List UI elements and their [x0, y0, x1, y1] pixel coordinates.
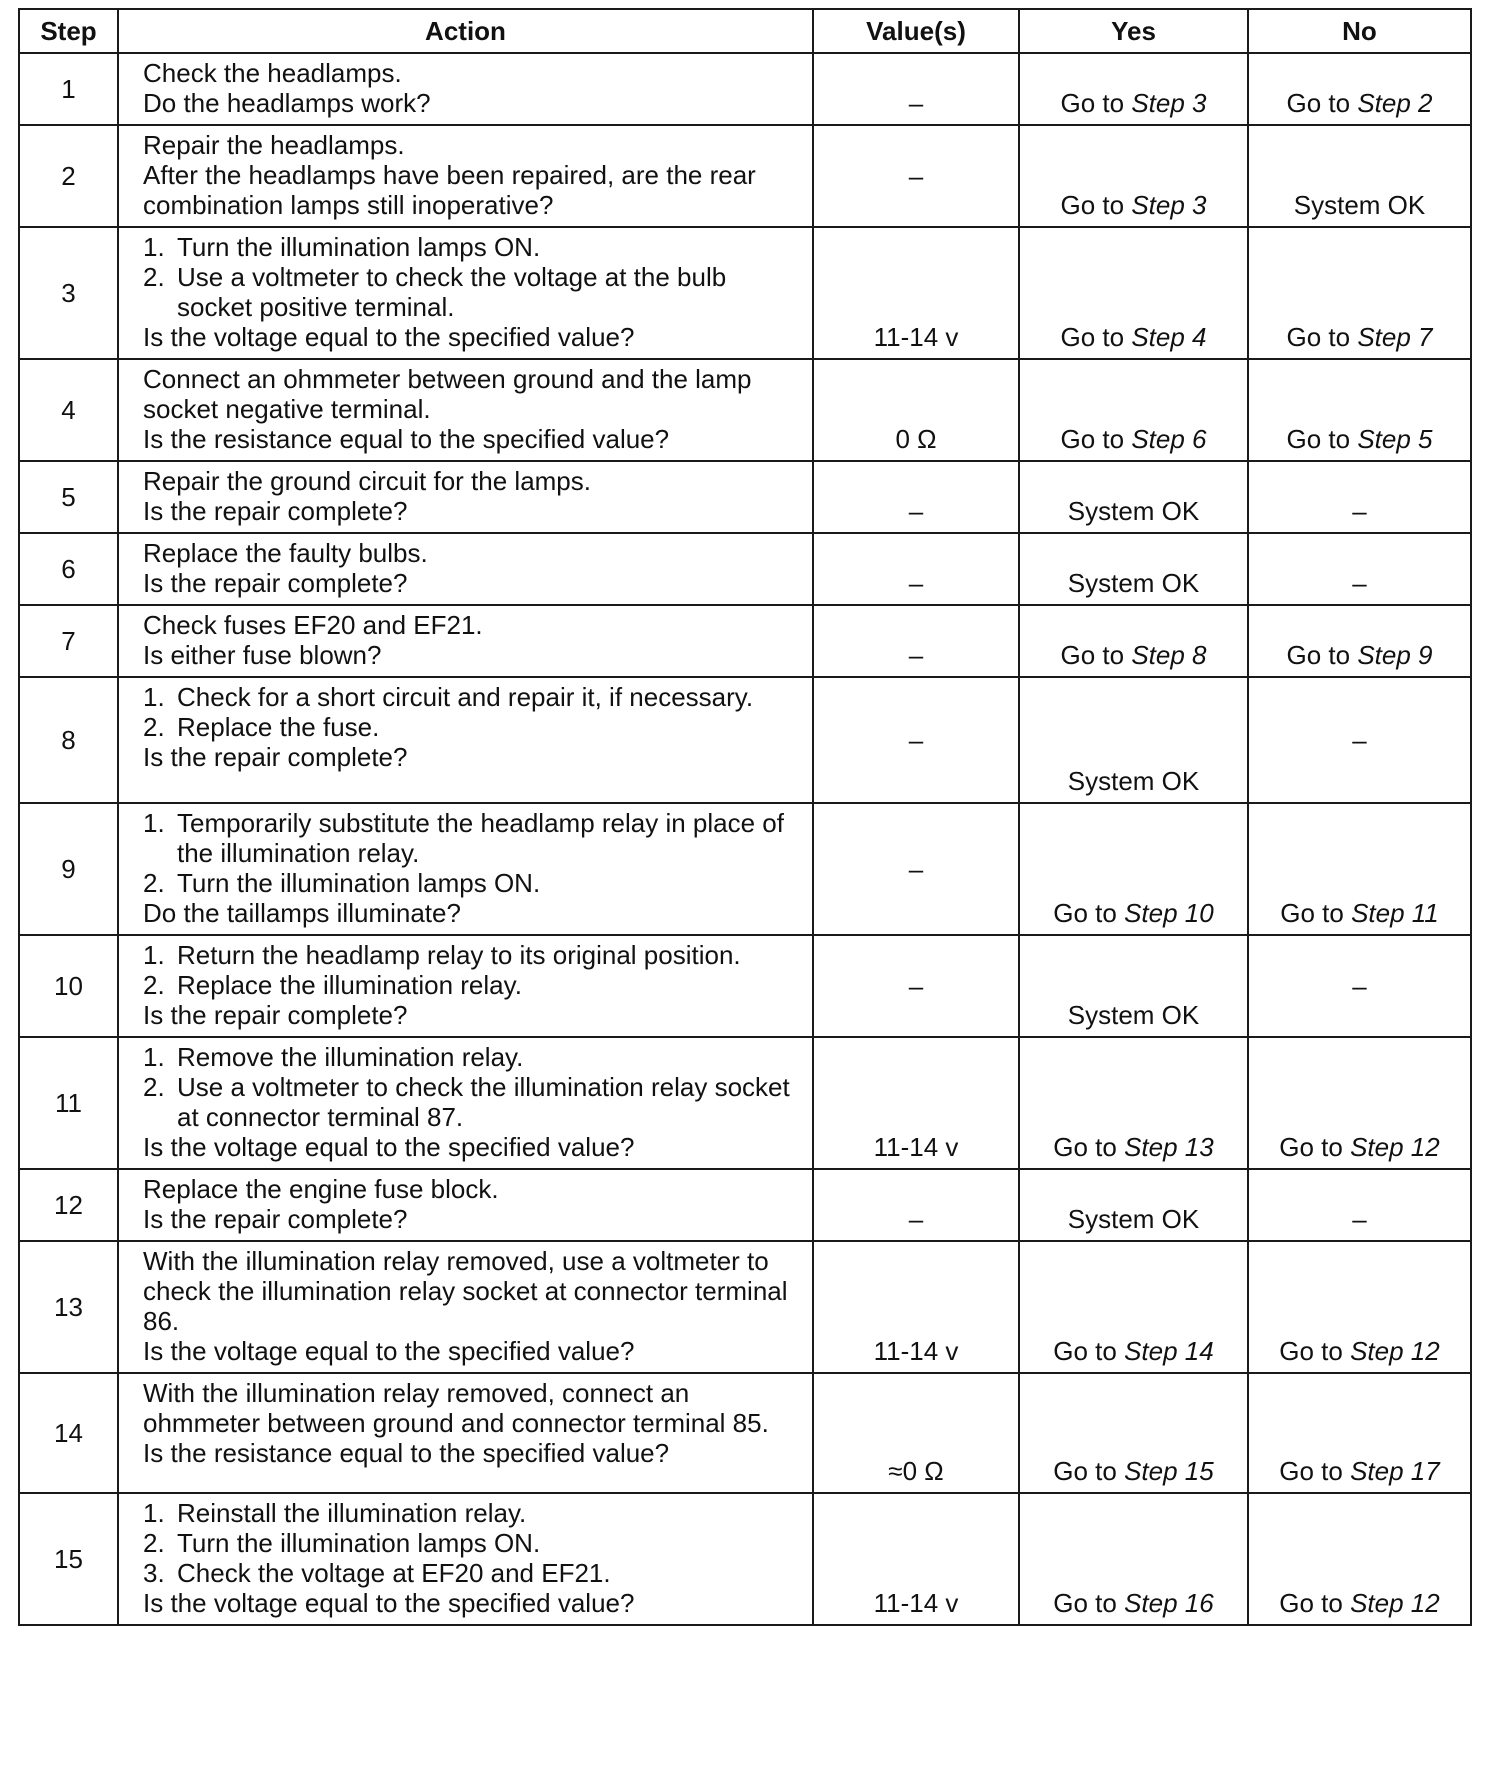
- action-line: With the illumination relay removed, connect an ohmmeter between ground and connector terminal 85.: [143, 1378, 769, 1438]
- no-cell: [1248, 125, 1471, 227]
- action-list-item: [143, 1558, 796, 1588]
- action-cell: [118, 803, 813, 935]
- action-cell: [118, 533, 813, 605]
- action-cell: [118, 677, 813, 803]
- yes-cell: [1019, 359, 1248, 461]
- action-cell: [118, 53, 813, 125]
- yes-text: Go to: [1053, 1336, 1125, 1366]
- action-line: Is the voltage equal to the specified value?: [143, 1588, 635, 1618]
- action-line: Is the voltage equal to the specified value?: [143, 1336, 635, 1366]
- table-row: [19, 803, 1471, 935]
- yes-step-ref: Step 10: [1124, 898, 1214, 928]
- action-cell: [118, 1241, 813, 1373]
- yes-text: Go to: [1053, 1132, 1125, 1162]
- action-list-item: [143, 1042, 796, 1072]
- table-row: [19, 125, 1471, 227]
- no-cell: [1248, 1493, 1471, 1625]
- header-value: Value(s): [813, 9, 1019, 53]
- no-cell: [1248, 461, 1471, 533]
- header-step: Step: [19, 9, 118, 53]
- action-item-text: Turn the illumination lamps ON.: [177, 232, 541, 262]
- yes-text: Go to: [1060, 322, 1132, 352]
- step-number: 14: [19, 1373, 118, 1493]
- step-number: 3: [19, 227, 118, 359]
- action-item-number: 2.: [143, 712, 165, 742]
- table-row: [19, 461, 1471, 533]
- diagnostic-table: [18, 8, 1472, 1626]
- no-text: Go to: [1279, 1336, 1351, 1366]
- action-line: With the illumination relay removed, use a voltmeter to check the illumination relay socket at connector terminal 86.: [143, 1246, 788, 1336]
- no-text: Go to: [1286, 424, 1358, 454]
- yes-step-ref: Step 13: [1124, 1132, 1214, 1162]
- yes-cell: [1019, 605, 1248, 677]
- value-cell: 0 Ω: [813, 359, 1019, 461]
- no-text: Go to: [1286, 88, 1358, 118]
- no-cell: [1248, 53, 1471, 125]
- yes-step-ref: Step 6: [1131, 424, 1207, 454]
- action-list-item: [143, 1498, 796, 1528]
- no-text: Go to: [1279, 1132, 1351, 1162]
- no-step-ref: Step 12: [1350, 1588, 1440, 1618]
- table-row: [19, 1373, 1471, 1493]
- no-text: Go to: [1280, 898, 1352, 928]
- header-action: Action: [118, 9, 813, 53]
- no-cell: [1248, 605, 1471, 677]
- no-step-ref: Step 12: [1350, 1336, 1440, 1366]
- step-number: 11: [19, 1037, 118, 1169]
- action-list-item: [143, 262, 796, 322]
- no-cell: [1248, 935, 1471, 1037]
- no-cell: [1248, 1037, 1471, 1169]
- action-item-text: Check for a short circuit and repair it, if necessary.: [177, 682, 754, 712]
- header-row: [19, 9, 1471, 53]
- yes-cell: [1019, 533, 1248, 605]
- step-number: 13: [19, 1241, 118, 1373]
- yes-text: Go to: [1053, 1456, 1125, 1486]
- action-line: Check the headlamps.: [143, 58, 402, 88]
- table-row: [19, 1493, 1471, 1625]
- action-line: Repair the headlamps.: [143, 130, 405, 160]
- value-cell: –: [813, 935, 1019, 1037]
- no-cell: [1248, 359, 1471, 461]
- table-row: [19, 1169, 1471, 1241]
- action-line: Replace the faulty bulbs.: [143, 538, 428, 568]
- yes-cell: [1019, 803, 1248, 935]
- no-step-ref: Step 17: [1350, 1456, 1440, 1486]
- action-line: Do the taillamps illuminate?: [143, 898, 461, 928]
- step-number: 2: [19, 125, 118, 227]
- action-cell: [118, 359, 813, 461]
- yes-cell: [1019, 1169, 1248, 1241]
- step-number: 10: [19, 935, 118, 1037]
- yes-step-ref: Step 4: [1131, 322, 1207, 352]
- action-item-number: 2.: [143, 1072, 165, 1102]
- step-number: 15: [19, 1493, 118, 1625]
- value-cell: 11-14 v: [813, 1037, 1019, 1169]
- yes-cell: [1019, 227, 1248, 359]
- header-no: No: [1248, 9, 1471, 53]
- value-cell: 11-14 v: [813, 1493, 1019, 1625]
- action-item-number: 2.: [143, 868, 165, 898]
- value-cell: –: [813, 803, 1019, 935]
- action-line: Is the repair complete?: [143, 1000, 408, 1030]
- action-line: Is the resistance equal to the specified value?: [143, 1438, 670, 1468]
- action-cell: [118, 1373, 813, 1493]
- value-cell: –: [813, 125, 1019, 227]
- action-list-item: [143, 712, 796, 742]
- table-body: [19, 53, 1471, 1625]
- action-list-item: [143, 970, 796, 1000]
- value-cell: –: [813, 53, 1019, 125]
- table-row: [19, 1037, 1471, 1169]
- value-cell: –: [813, 605, 1019, 677]
- yes-cell: [1019, 461, 1248, 533]
- action-item-text: Remove the illumination relay.: [177, 1042, 524, 1072]
- yes-text: Go to: [1060, 88, 1132, 118]
- no-step-ref: Step 12: [1350, 1132, 1440, 1162]
- step-number: 1: [19, 53, 118, 125]
- step-number: 8: [19, 677, 118, 803]
- no-cell: [1248, 227, 1471, 359]
- action-item-number: 1.: [143, 1042, 165, 1072]
- action-cell: [118, 125, 813, 227]
- no-text: Go to: [1279, 1456, 1351, 1486]
- action-item-text: Reinstall the illumination relay.: [177, 1498, 527, 1528]
- no-cell: [1248, 677, 1471, 803]
- no-text: System OK: [1293, 190, 1426, 220]
- yes-cell: [1019, 677, 1248, 803]
- yes-step-ref: Step 3: [1131, 88, 1207, 118]
- yes-step-ref: Step 3: [1131, 190, 1207, 220]
- no-step-ref: Step 2: [1357, 88, 1433, 118]
- table-row: [19, 677, 1471, 803]
- value-cell: –: [813, 461, 1019, 533]
- no-step-ref: Step 11: [1351, 898, 1439, 928]
- no-cell: [1248, 1169, 1471, 1241]
- yes-cell: [1019, 1241, 1248, 1373]
- value-cell: 11-14 v: [813, 227, 1019, 359]
- no-text: Go to: [1286, 322, 1358, 352]
- action-cell: [118, 461, 813, 533]
- yes-cell: [1019, 125, 1248, 227]
- yes-text: System OK: [1067, 766, 1200, 796]
- action-item-number: 1.: [143, 1498, 165, 1528]
- no-text: Go to: [1286, 640, 1358, 670]
- action-cell: [118, 1169, 813, 1241]
- action-list-item: [143, 1528, 796, 1558]
- yes-text: System OK: [1067, 496, 1200, 526]
- action-cell: [118, 1037, 813, 1169]
- value-cell: –: [813, 1169, 1019, 1241]
- yes-cell: [1019, 53, 1248, 125]
- action-cell: [118, 227, 813, 359]
- value-cell: –: [813, 677, 1019, 803]
- yes-text: Go to: [1053, 1588, 1125, 1618]
- no-text: –: [1352, 1204, 1367, 1234]
- step-number: 6: [19, 533, 118, 605]
- action-line: Is the repair complete?: [143, 568, 408, 598]
- yes-step-ref: Step 16: [1124, 1588, 1214, 1618]
- action-item-text: Replace the fuse.: [177, 712, 380, 742]
- action-line: Repair the ground circuit for the lamps.: [143, 466, 591, 496]
- action-line: Is the resistance equal to the specified value?: [143, 424, 670, 454]
- no-text: –: [1352, 496, 1367, 526]
- action-list-item: [143, 682, 796, 712]
- action-item-text: Check the voltage at EF20 and EF21.: [177, 1558, 611, 1588]
- table-row: [19, 227, 1471, 359]
- yes-text: System OK: [1067, 1204, 1200, 1234]
- action-item-text: Turn the illumination lamps ON.: [177, 1528, 541, 1558]
- action-item-text: Use a voltmeter to check the voltage at the bulb socket positive terminal.: [177, 262, 727, 322]
- action-cell: [118, 1493, 813, 1625]
- no-step-ref: Step 7: [1357, 322, 1433, 352]
- step-number: 4: [19, 359, 118, 461]
- action-line: Connect an ohmmeter between ground and the lamp socket negative terminal.: [143, 364, 752, 424]
- action-list-item: [143, 1072, 796, 1132]
- no-cell: [1248, 1373, 1471, 1493]
- no-cell: [1248, 533, 1471, 605]
- no-cell: [1248, 1241, 1471, 1373]
- action-item-number: 1.: [143, 232, 165, 262]
- action-item-number: 1.: [143, 682, 165, 712]
- action-line: Is the repair complete?: [143, 1204, 408, 1234]
- yes-cell: [1019, 1037, 1248, 1169]
- action-item-text: Replace the illumination relay.: [177, 970, 522, 1000]
- yes-step-ref: Step 8: [1131, 640, 1207, 670]
- action-cell: [118, 935, 813, 1037]
- action-line: Is the voltage equal to the specified value?: [143, 322, 635, 352]
- action-item-number: 1.: [143, 940, 165, 970]
- action-list-item: [143, 940, 796, 970]
- yes-text: System OK: [1067, 1000, 1200, 1030]
- yes-text: System OK: [1067, 568, 1200, 598]
- table-row: [19, 1241, 1471, 1373]
- action-line: Is the voltage equal to the specified value?: [143, 1132, 635, 1162]
- table-row: [19, 935, 1471, 1037]
- action-line: Is the repair complete?: [143, 496, 408, 526]
- action-line: After the headlamps have been repaired, are the rear combination lamps still inoperative?: [143, 160, 756, 220]
- table-row: [19, 359, 1471, 461]
- action-item-text: Temporarily substitute the headlamp relay in place of the illumination relay.: [177, 808, 784, 868]
- no-text: –: [1352, 568, 1367, 598]
- action-item-text: Turn the illumination lamps ON.: [177, 868, 541, 898]
- table-row: [19, 53, 1471, 125]
- action-item-number: 1.: [143, 808, 165, 838]
- value-cell: –: [813, 533, 1019, 605]
- step-number: 12: [19, 1169, 118, 1241]
- action-line: Do the headlamps work?: [143, 88, 431, 118]
- action-list-item: [143, 868, 796, 898]
- yes-step-ref: Step 15: [1124, 1456, 1214, 1486]
- table-row: [19, 605, 1471, 677]
- no-step-ref: Step 9: [1357, 640, 1433, 670]
- action-item-number: 2.: [143, 262, 165, 292]
- yes-text: Go to: [1053, 898, 1125, 928]
- action-item-number: 2.: [143, 1528, 165, 1558]
- no-text: –: [1352, 971, 1367, 1001]
- value-cell: ≈0 Ω: [813, 1373, 1019, 1493]
- no-text: Go to: [1279, 1588, 1351, 1618]
- header-yes: Yes: [1019, 9, 1248, 53]
- action-line: Is either fuse blown?: [143, 640, 382, 670]
- yes-cell: [1019, 1373, 1248, 1493]
- action-line: Replace the engine fuse block.: [143, 1174, 499, 1204]
- step-number: 5: [19, 461, 118, 533]
- yes-step-ref: Step 14: [1124, 1336, 1214, 1366]
- action-list-item: [143, 232, 796, 262]
- action-list-item: [143, 808, 796, 868]
- table-row: [19, 533, 1471, 605]
- action-line: Is the repair complete?: [143, 742, 408, 772]
- yes-text: Go to: [1060, 424, 1132, 454]
- yes-text: Go to: [1060, 190, 1132, 220]
- yes-cell: [1019, 935, 1248, 1037]
- no-step-ref: Step 5: [1357, 424, 1433, 454]
- step-number: 9: [19, 803, 118, 935]
- yes-text: Go to: [1060, 640, 1132, 670]
- action-item-text: Return the headlamp relay to its original position.: [177, 940, 741, 970]
- action-item-number: 3.: [143, 1558, 165, 1588]
- no-cell: [1248, 803, 1471, 935]
- action-cell: [118, 605, 813, 677]
- action-item-number: 2.: [143, 970, 165, 1000]
- yes-cell: [1019, 1493, 1248, 1625]
- step-number: 7: [19, 605, 118, 677]
- no-text: –: [1352, 725, 1367, 755]
- action-line: Check fuses EF20 and EF21.: [143, 610, 483, 640]
- value-cell: 11-14 v: [813, 1241, 1019, 1373]
- action-item-text: Use a voltmeter to check the illumination relay socket at connector terminal 87.: [177, 1072, 790, 1132]
